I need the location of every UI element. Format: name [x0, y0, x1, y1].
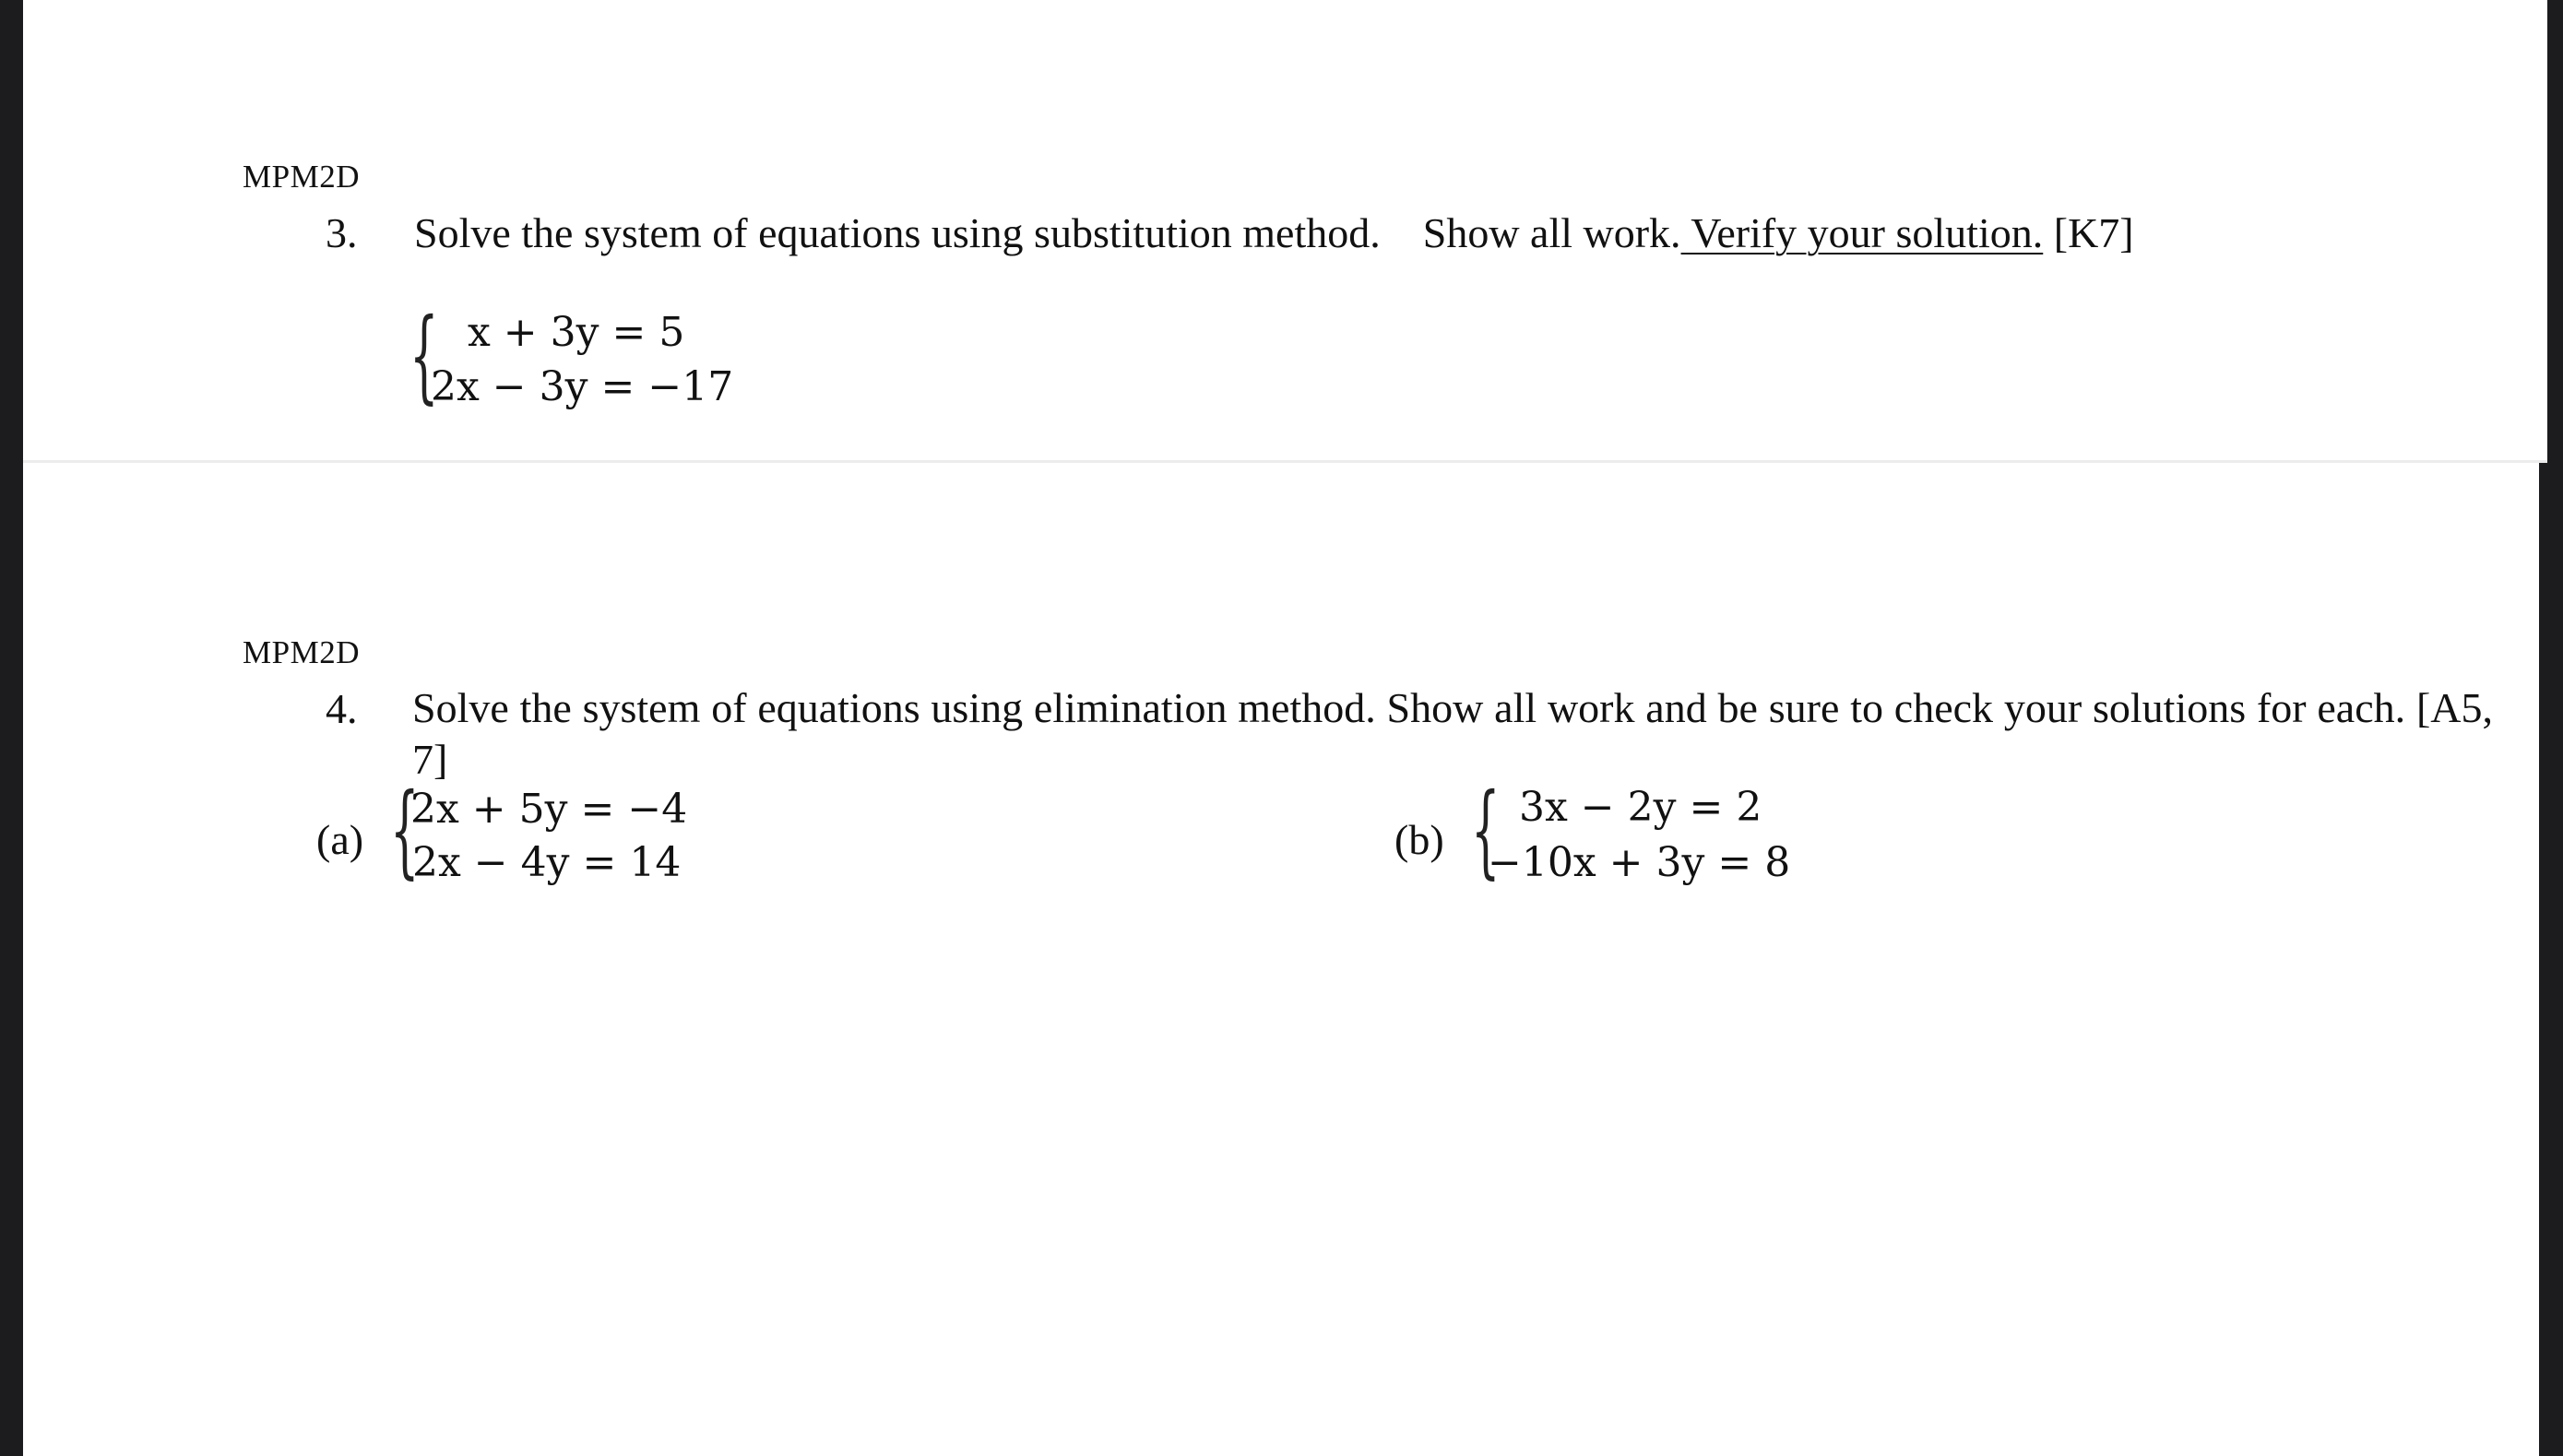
part-a-equation-1: 2x + 5y = −4	[410, 786, 688, 833]
question-text-underlined: Verify your solution.	[1680, 209, 2044, 256]
question-text	[414, 208, 2134, 257]
document-page-bottom	[23, 463, 2539, 1456]
question-text-tail: [K7]	[2043, 209, 2134, 256]
question-text-main: Solve the system of equations using substitution method. Show all work.	[414, 209, 1681, 256]
question-number: 4.	[326, 685, 358, 732]
question-text: Solve the system of equations using elimination method. Show all work and be sure to check your solutions for each. [A5, 7]	[412, 684, 2493, 783]
part-b-equation-1: 3x − 2y = 2	[1519, 784, 1762, 831]
system-brace-a: {	[390, 771, 420, 889]
system-brace-b: {	[1471, 771, 1501, 889]
part-b-equation-2: −10x + 3y = 8	[1488, 839, 1791, 886]
part-a-label: (a)	[316, 816, 364, 863]
question-number: 3.	[326, 209, 358, 256]
course-code: MPM2D	[243, 634, 360, 670]
part-a-equation-2: 2x − 4y = 14	[412, 839, 682, 886]
equation-1: x + 3y = 5	[468, 309, 685, 356]
part-b-label: (b)	[1394, 816, 1444, 863]
system-brace: {	[409, 296, 439, 414]
course-code: MPM2D	[243, 159, 360, 195]
equation-2: 2x − 3y = −17	[431, 363, 734, 410]
